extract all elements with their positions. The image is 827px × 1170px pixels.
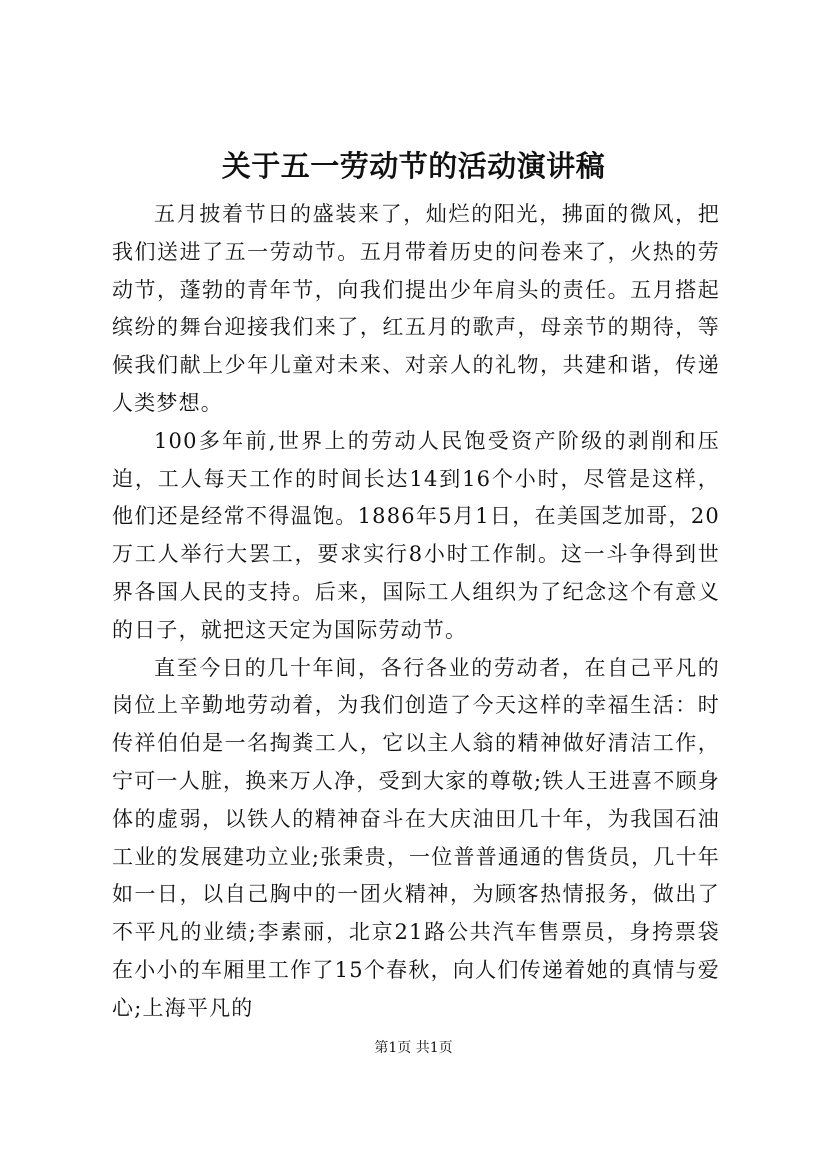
document-body	[112, 196, 720, 1028]
document-title: 关于五一劳动节的活动演讲稿	[221, 149, 606, 183]
paragraph-1: 五月披着节日的盛装来了，灿烂的阳光，拂面的微风，把我们送进了五一劳动节。五月带着历史的问卷来了，火热的劳动节，蓬勃的青年节，向我们提出少年肩头的责任。五月搭起缤纷的舞台迎接我们来了，红五月的歌声，母亲节的期待，等候我们献上少年儿童对未来、对亲人的礼物，共建和谐，传递人类梦想。	[112, 202, 720, 415]
paragraph-3: 直至今日的几十年间，各行各业的劳动者，在自己平凡的岗位上辛勤地劳动着，为我们创造了今天这样的幸福生活：时传祥伯伯是一名掏粪工人，它以主人翁的精神做好清洁工作，宁可一人脏，换来万人净，受到大家的尊敬;铁人王进喜不顾身体的虚弱，以铁人的精神奋斗在大庆油田几十年，为我国石油工业的发展建功立业;张秉贵，一位普普通通的售货员，几十年如一日，以自己胸中的一团火精神，为顾客热情报务，做出了不平凡的业绩;李素丽，北京21路公共汽车售票员，身挎票袋在小小的车厢里工作了15个春秋，向人们传递着她的真情与爱心;上海平凡的	[112, 655, 720, 1020]
page-footer: 第1页 共1页	[374, 1040, 453, 1056]
paragraph-2: 100多年前,世界上的劳动人民饱受资产阶级的剥削和压迫，工人每天工作的时间长达14到16个小时，尽管是这样，他们还是经常不得温饱。1886年5月1日，在美国芝加哥，20万工人举行大罢工，要求实行8小时工作制。这一斗争得到世界各国人民的支持。后来，国际工人组织为了纪念这个有意义的日子，就把这天定为国际劳动节。	[112, 428, 720, 642]
